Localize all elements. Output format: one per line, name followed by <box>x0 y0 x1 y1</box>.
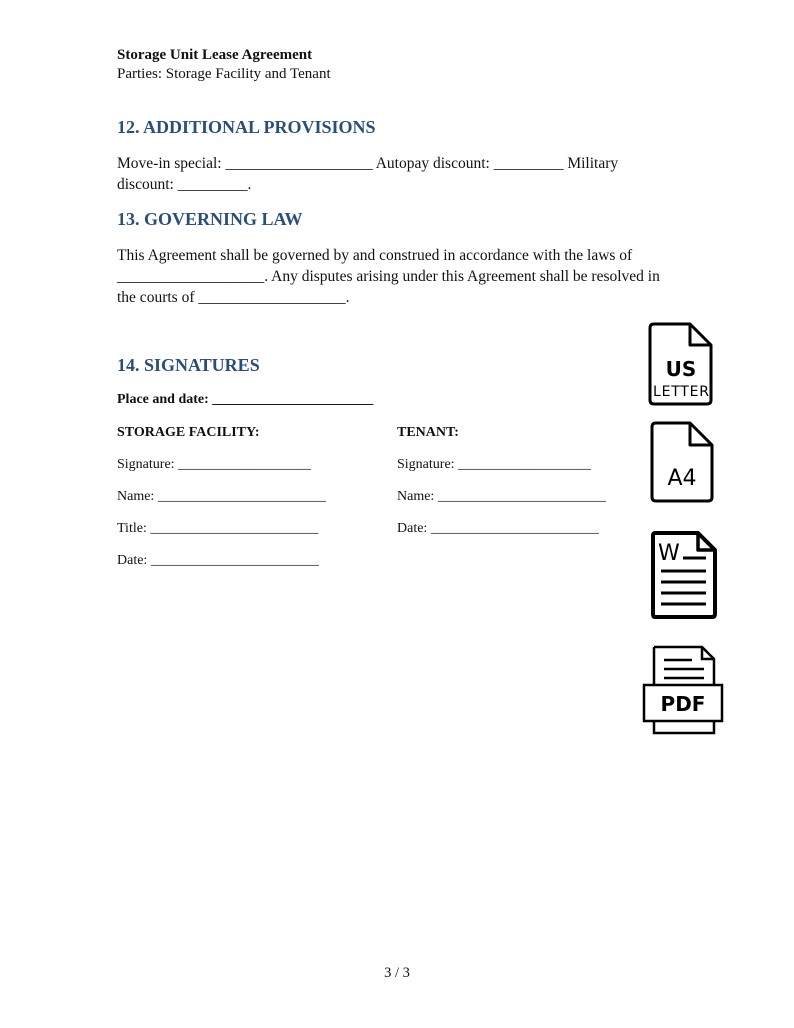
section-13-heading: 13. GOVERNING LAW <box>117 209 303 229</box>
a4-icon <box>650 421 716 503</box>
us-letter-icon-label-2: LETTER <box>653 384 709 400</box>
a4-icon-label: A4 <box>667 466 697 491</box>
section-14-heading: 14. SIGNATURES <box>117 355 260 375</box>
tenant-signature-field: Signature: ___________________ <box>397 457 592 472</box>
section-13-text: This Agreement shall be governed by and construed in accordance with the laws of ___________________. Any disputes arising under this Agreement shall be resolved in the courts of ___________________. <box>117 247 660 306</box>
page-number: 3 / 3 <box>384 965 410 981</box>
section-12-text: Move-in special: ___________________ Autopay discount: _________ Military discount: _________. <box>117 155 619 193</box>
facility-heading: STORAGE FACILITY: <box>117 425 260 440</box>
document-subtitle: Parties: Storage Facility and Tenant <box>117 66 331 82</box>
facility-date-field: Date: ________________________ <box>117 553 319 568</box>
document-title: Storage Unit Lease Agreement <box>117 47 313 63</box>
section-12-heading: 12. ADDITIONAL PROVISIONS <box>117 117 376 137</box>
tenant-name-field: Name: ________________________ <box>397 489 606 504</box>
us-letter-icon <box>648 322 714 406</box>
tenant-heading: TENANT: <box>397 425 459 440</box>
facility-title-field: Title: ________________________ <box>117 521 319 536</box>
word-icon-label: W <box>658 541 680 566</box>
us-letter-icon-label: US <box>665 357 697 381</box>
facility-signature-field: Signature: ___________________ <box>117 457 312 472</box>
pdf-icon-label: PDF <box>660 692 706 716</box>
word-document-icon <box>650 530 718 620</box>
pdf-icon <box>642 645 726 737</box>
place-date-field: Place and date: _______________________ <box>117 392 374 407</box>
tenant-date-field: Date: ________________________ <box>397 521 599 536</box>
facility-name-field: Name: ________________________ <box>117 489 326 504</box>
